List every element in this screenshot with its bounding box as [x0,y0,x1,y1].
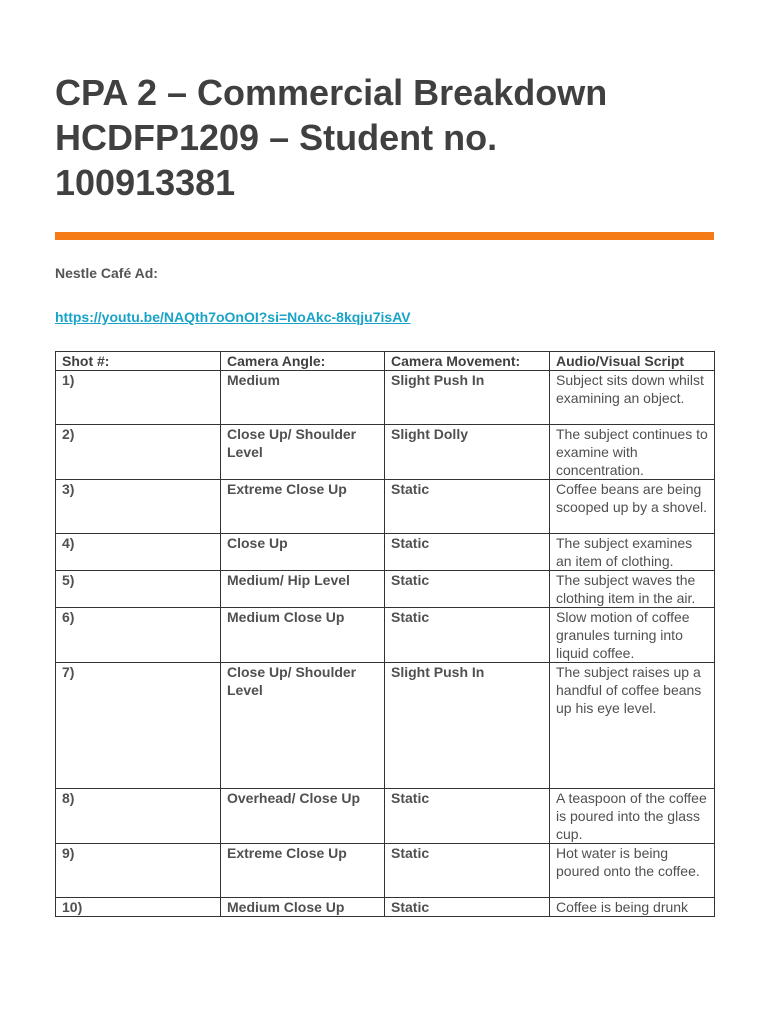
table-row [56,898,715,917]
audio-visual-script: Slow motion of coffee granules turning into liquid coffee. [550,608,715,663]
camera-movement: Static [385,571,550,608]
audio-visual-script: The subject continues to examine with concentration. [550,425,715,480]
camera-movement: Static [385,480,550,534]
camera-movement: Slight Dolly [385,425,550,480]
header-camera-movement: Camera Movement: [385,352,550,371]
video-link[interactable]: https://youtu.be/NAQth7oOnOI?si=NoAkc-8kqju7isAV [55,309,411,325]
camera-movement: Static [385,789,550,844]
camera-angle: Extreme Close Up [221,480,385,534]
shot-number: 2) [56,425,221,480]
ad-label: Nestle Café Ad: [55,265,158,281]
audio-visual-script: Coffee is being drunk [550,898,715,917]
table-row [56,371,715,425]
table-row [56,663,715,789]
table-row [56,534,715,571]
audio-visual-script: Subject sits down whilst examining an object. [550,371,715,425]
shot-number: 1) [56,371,221,425]
table-row [56,425,715,480]
shot-number: 6) [56,608,221,663]
shot-number: 8) [56,789,221,844]
camera-angle: Close Up [221,534,385,571]
audio-visual-script: Coffee beans are being scooped up by a shovel. [550,480,715,534]
audio-visual-script: The subject raises up a handful of coffee beans up his eye level. [550,663,715,789]
audio-visual-script: The subject examines an item of clothing. [550,534,715,571]
shot-number: 9) [56,844,221,898]
document-title [55,70,715,205]
header-shot: Shot #: [56,352,221,371]
camera-angle: Extreme Close Up [221,844,385,898]
table-row [56,844,715,898]
camera-angle: Medium [221,371,385,425]
shot-number: 7) [56,663,221,789]
table-row [56,571,715,608]
table-row [56,480,715,534]
camera-angle: Overhead/ Close Up [221,789,385,844]
orange-divider [55,232,714,240]
camera-angle: Close Up/ Shoulder Level [221,663,385,789]
table-row [56,789,715,844]
camera-angle: Medium/ Hip Level [221,571,385,608]
title-line-3: 100913381 [55,162,236,203]
title-line-1: CPA 2 – Commercial Breakdown [55,72,608,113]
camera-movement: Static [385,608,550,663]
shot-number: 5) [56,571,221,608]
header-camera-angle: Camera Angle: [221,352,385,371]
table-header-row [56,352,715,371]
table-row [56,608,715,663]
audio-visual-script: A teaspoon of the coffee is poured into the glass cup. [550,789,715,844]
camera-movement: Slight Push In [385,371,550,425]
camera-angle: Medium Close Up [221,608,385,663]
audio-visual-script: Hot water is being poured onto the coffee. [550,844,715,898]
camera-movement: Slight Push In [385,663,550,789]
camera-movement: Static [385,844,550,898]
title-line-2: HCDFP1209 – Student no. [55,117,498,158]
camera-movement: Static [385,534,550,571]
audio-visual-script: The subject waves the clothing item in the air. [550,571,715,608]
shot-breakdown-table [55,351,715,917]
camera-movement: Static [385,898,550,917]
shot-number: 4) [56,534,221,571]
camera-angle: Close Up/ Shoulder Level [221,425,385,480]
shot-number: 10) [56,898,221,917]
camera-angle: Medium Close Up [221,898,385,917]
shot-number: 3) [56,480,221,534]
header-audio-visual-script: Audio/Visual Script [550,352,715,371]
